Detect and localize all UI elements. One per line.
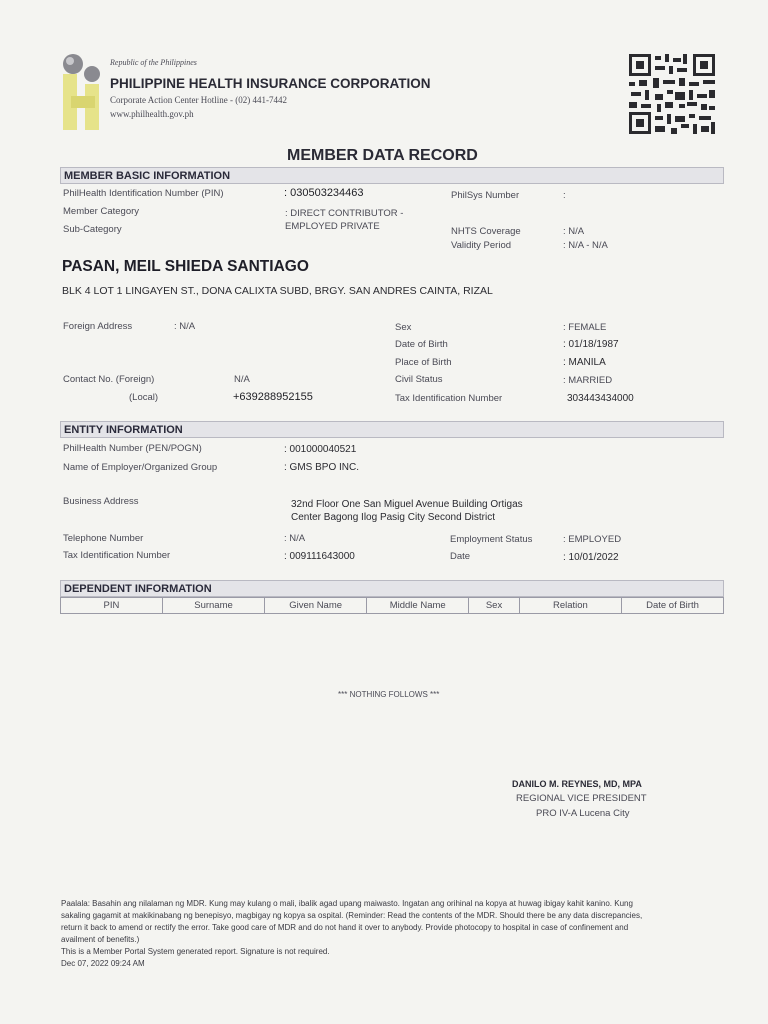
tin-value: 303443434000: [567, 393, 634, 404]
telephone-label: Telephone Number: [63, 533, 144, 544]
col-given-name: Given Name: [265, 598, 367, 614]
dob-label: Date of Birth: [395, 339, 448, 350]
nhts-label: NHTS Coverage: [451, 226, 521, 237]
employment-status-value: : EMPLOYED: [563, 534, 622, 545]
validity-label: Validity Period: [451, 240, 512, 251]
footer-line-4: availment of benefits.): [61, 935, 140, 944]
philsys-value: :: [563, 190, 566, 201]
org-name: PHILIPPINE HEALTH INSURANCE CORPORATION: [110, 76, 431, 91]
foreign-address-value: : N/A: [174, 321, 196, 332]
basic-info-heading: MEMBER BASIC INFORMATION: [60, 167, 724, 184]
signatory-office: PRO IV-A Lucena City: [536, 808, 630, 819]
footer-line-3: return it back to amend or rectify the error. Take good care of MDR and do not hand it over to anybody. Provide photocopy to hospital in case of confinement and: [61, 923, 629, 932]
contact-foreign-label: Contact No. (Foreign): [63, 374, 155, 385]
qr-code-icon: [629, 54, 715, 134]
pen-value: : 001000040521: [284, 444, 357, 455]
validity-value: : N/A - N/A: [563, 240, 608, 251]
philsys-label: PhilSys Number: [451, 190, 520, 201]
col-pin: PIN: [61, 598, 163, 614]
col-surname: Surname: [162, 598, 264, 614]
member-address: BLK 4 LOT 1 LINGAYEN ST., DONA CALIXTA SUBD, BRGY. SAN ANDRES CAINTA, RIZAL: [62, 285, 493, 297]
footer-note: [61, 898, 642, 970]
business-address-label: Business Address: [63, 496, 139, 507]
pin-label: PhilHealth Identification Number (PIN): [63, 188, 224, 199]
philhealth-logo-icon: [58, 52, 106, 134]
nothing-follows: *** NOTHING FOLLOWS ***: [338, 690, 440, 699]
pob-value: : MANILA: [563, 357, 606, 368]
republic-text: Republic of the Philippines: [110, 58, 197, 67]
pob-label: Place of Birth: [395, 357, 452, 368]
page-title: MEMBER DATA RECORD: [287, 147, 478, 164]
telephone-value: : N/A: [284, 533, 306, 544]
entity-tin-value: : 009111643000: [284, 551, 355, 562]
contact-local-label: (Local): [129, 392, 159, 403]
signatory-name: DANILO M. REYNES, MD, MPA: [512, 779, 642, 789]
col-relation: Relation: [519, 598, 621, 614]
sex-value: : FEMALE: [563, 322, 607, 333]
signatory-title: REGIONAL VICE PRESIDENT: [516, 793, 647, 804]
col-date-of-birth: Date of Birth: [621, 598, 723, 614]
dependent-info-heading: DEPENDENT INFORMATION: [60, 580, 724, 597]
entity-date-value: : 10/01/2022: [563, 552, 619, 563]
pin-value: : 030503234463: [284, 187, 364, 199]
business-address-line2: Center Bagong Ilog Pasig City Second District: [291, 512, 495, 523]
tin-label: Tax Identification Number: [395, 393, 503, 404]
sex-label: Sex: [395, 322, 412, 333]
entity-info-heading: ENTITY INFORMATION: [60, 421, 724, 438]
civil-value: : MARRIED: [563, 375, 613, 386]
contact-local-value: +639288952155: [233, 391, 313, 403]
employment-status-label: Employment Status: [450, 534, 533, 545]
col-sex: Sex: [469, 598, 520, 614]
business-address-line1: 32nd Floor One San Miguel Avenue Building Ortigas: [291, 499, 523, 510]
website-text: www.philhealth.gov.ph: [110, 109, 194, 119]
civil-label: Civil Status: [395, 374, 443, 385]
employer-value: : GMS BPO INC.: [284, 462, 360, 473]
hotline-text: Corporate Action Center Hotline - (02) 441-7442: [110, 95, 287, 105]
category-label: Member Category: [63, 206, 140, 217]
footer-timestamp: Dec 07, 2022 09:24 AM: [61, 959, 145, 968]
entity-tin-label: Tax Identification Number: [63, 550, 171, 561]
category-value: : DIRECT CONTRIBUTOR -: [285, 208, 404, 219]
col-middle-name: Middle Name: [367, 598, 469, 614]
footer-line-2: sakaling gagamit at makikinabang ng benepisyo, magbigay ng kopya sa ospital. (Reminder: Read the contents of the MDR. Should there be any data discrepancies,: [61, 911, 643, 920]
footer-line-1: Paalala: Basahin ang nilalaman ng MDR. Kung may kulang o mali, ibalik agad upang maiwasto. Ingatan ang orihinal na kopya at huwag ibigay kahit kanino. Kung: [61, 899, 633, 908]
dependent-table: [60, 597, 724, 614]
dob-value: : 01/18/1987: [563, 339, 619, 350]
footer-line-5: This is a Member Portal System generated report. Signature is not required.: [61, 947, 330, 956]
foreign-address-label: Foreign Address: [63, 321, 133, 332]
contact-foreign-value: N/A: [234, 374, 250, 385]
employer-label: Name of Employer/Organized Group: [63, 462, 218, 473]
dependent-table-header: [61, 598, 724, 614]
subcategory-label: Sub-Category: [63, 224, 122, 235]
subcategory-value: EMPLOYED PRIVATE: [285, 221, 380, 232]
entity-date-label: Date: [450, 551, 471, 562]
pen-label: PhilHealth Number (PEN/POGN): [63, 443, 202, 454]
nhts-value: : N/A: [563, 226, 585, 237]
member-name: PASAN, MEIL SHIEDA SANTIAGO: [62, 258, 309, 275]
